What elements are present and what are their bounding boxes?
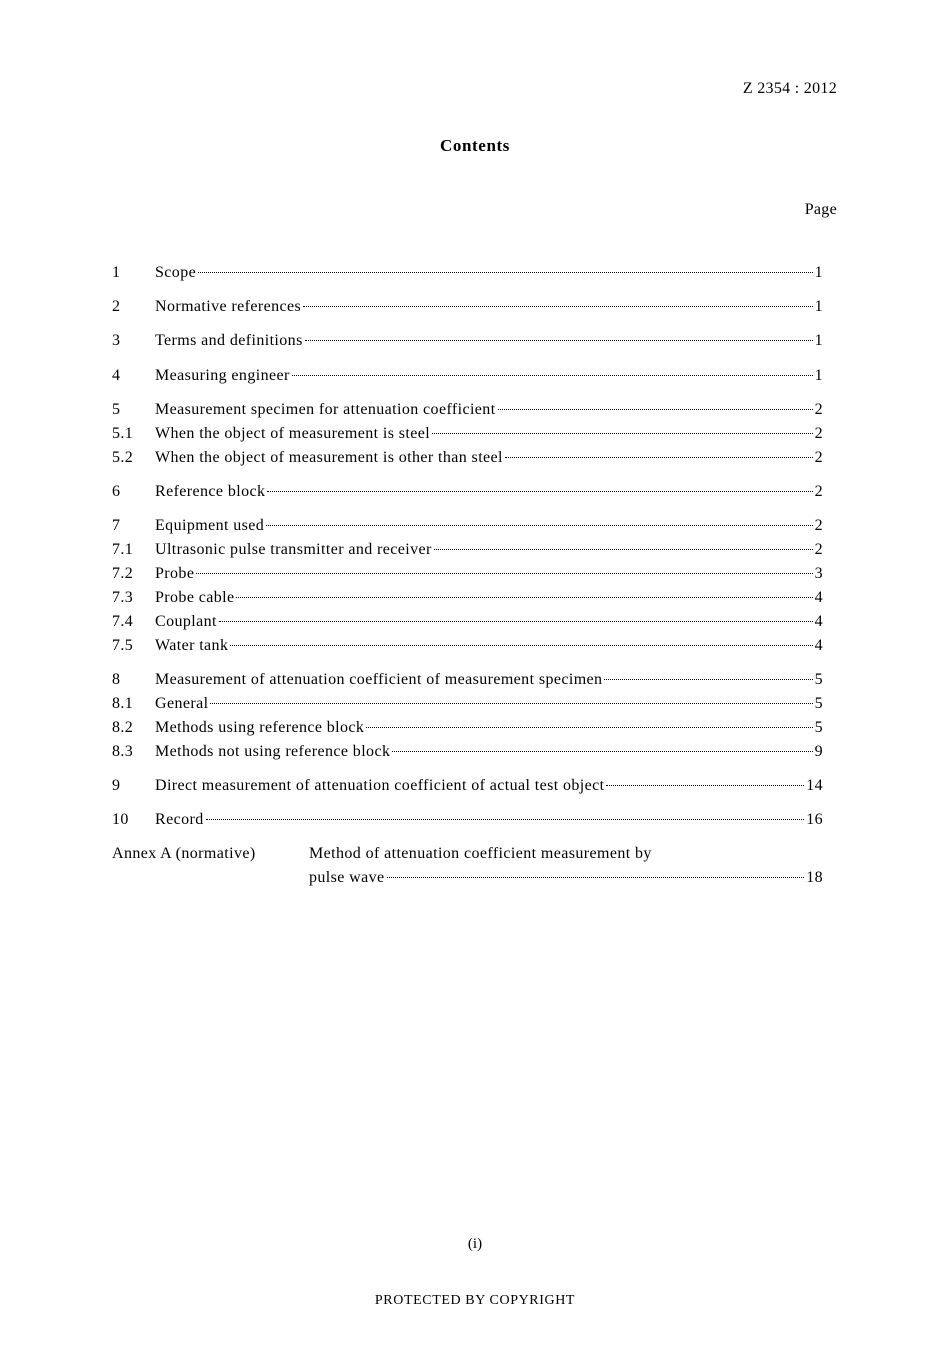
toc-entry-8-1[interactable] [112, 695, 823, 717]
toc-entry-5[interactable] [112, 401, 823, 423]
toc-entry-9[interactable] [112, 777, 823, 799]
toc-entry-number: 2 [112, 298, 121, 315]
toc-entry-title: When the object of measurement is steel [155, 425, 431, 442]
footer-copyright: PROTECTED BY COPYRIGHT [374, 1293, 576, 1308]
dot-leader [206, 819, 805, 820]
toc-entry-number: 10 [112, 811, 129, 828]
toc-entry-number: 5.2 [112, 449, 134, 466]
toc-entry-title: Scope [155, 264, 197, 281]
dot-leader [387, 877, 805, 878]
toc-entry-title: Probe [155, 565, 195, 582]
toc-entry-8-2[interactable] [112, 719, 823, 741]
toc-entry-title: Measurement specimen for attenuation coefficient [155, 401, 496, 418]
toc-entry-title: Equipment used [155, 517, 265, 534]
dot-leader [230, 645, 812, 646]
dot-leader [606, 785, 804, 786]
toc-entry-page: 2 [814, 541, 823, 558]
dot-leader [219, 621, 813, 622]
dot-leader [498, 409, 813, 410]
annex-label: Annex A (normative) [112, 845, 256, 862]
dot-leader [236, 597, 812, 598]
toc-entry-number: 9 [112, 777, 121, 794]
toc-entry-number: 8.2 [112, 719, 134, 736]
toc-entry-7-4[interactable] [112, 613, 823, 635]
toc-entry-5-2[interactable] [112, 449, 823, 471]
dot-leader [196, 573, 812, 574]
toc-entry-4[interactable] [112, 367, 823, 389]
toc-entry-page: 5 [814, 719, 823, 736]
toc-entry-7[interactable] [112, 517, 823, 539]
toc-entry-title: Measuring engineer [155, 367, 290, 384]
annex-page: 18 [806, 869, 823, 886]
toc-entry-page: 1 [814, 264, 823, 281]
annex-title-line1: Method of attenuation coefficient measurement by [309, 845, 652, 862]
toc-entry-8-3[interactable] [112, 743, 823, 765]
toc-entry-title: Record [155, 811, 204, 828]
toc-entry-number: 1 [112, 264, 121, 281]
footer-page-number: (i) [467, 1236, 483, 1252]
toc-entry-page: 1 [814, 298, 823, 315]
toc-entry-number: 7.1 [112, 541, 134, 558]
toc-entry-number: 8 [112, 671, 121, 688]
toc-entry-page: 1 [814, 367, 823, 384]
toc-entry-title: Probe cable [155, 589, 235, 606]
dot-leader [392, 751, 812, 752]
toc-entry-number: 6 [112, 483, 121, 500]
toc-entry-page: 1 [814, 332, 823, 349]
toc-entry-3[interactable] [112, 332, 823, 354]
dot-leader [292, 375, 813, 376]
dot-leader [267, 491, 812, 492]
dot-leader [604, 679, 812, 680]
toc-entry-7-1[interactable] [112, 541, 823, 563]
toc-entry-page: 14 [806, 777, 823, 794]
toc-entry-title: Measurement of attenuation coefficient of measurement specimen [155, 671, 603, 688]
annex-title-line2-row [309, 869, 823, 891]
toc-entry-title: When the object of measurement is other than steel [155, 449, 503, 466]
document-code: Z 2354 : 2012 [742, 80, 837, 97]
toc-entry-title: Normative references [155, 298, 302, 315]
toc-entry-page: 5 [814, 671, 823, 688]
toc-entry-page: 4 [814, 637, 823, 654]
toc-entry-number: 4 [112, 367, 121, 384]
toc-entry-number: 8.3 [112, 743, 134, 760]
toc-entry-page: 2 [814, 425, 823, 442]
toc-entry-number: 5 [112, 401, 121, 418]
page-column-header: Page [804, 201, 837, 218]
dot-leader [434, 549, 813, 550]
toc-entry-number: 7.4 [112, 613, 134, 630]
dot-leader [366, 727, 812, 728]
dot-leader [198, 272, 812, 273]
toc-entry-title: Couplant [155, 613, 217, 630]
toc-entry-number: 3 [112, 332, 121, 349]
toc-entry-6[interactable] [112, 483, 823, 505]
toc-entry-page: 2 [814, 449, 823, 466]
toc-entry-title: Ultrasonic pulse transmitter and receiver [155, 541, 432, 558]
dot-leader [303, 306, 812, 307]
toc-entry-number: 7.2 [112, 565, 134, 582]
toc-entry-7-3[interactable] [112, 589, 823, 611]
page-title: Contents [440, 136, 510, 155]
toc-entry-number: 5.1 [112, 425, 134, 442]
toc-entry-page: 2 [814, 483, 823, 500]
toc-entry-title: General [155, 695, 209, 712]
annex-title-line2: pulse wave [309, 869, 385, 886]
toc-entry-7-2[interactable] [112, 565, 823, 587]
toc-entry-number: 8.1 [112, 695, 134, 712]
dot-leader [505, 457, 813, 458]
toc-entry-title: Methods not using reference block [155, 743, 391, 760]
toc-entry-title: Terms and definitions [155, 332, 303, 349]
toc-entry-8[interactable] [112, 671, 823, 693]
toc-entry-page: 4 [814, 589, 823, 606]
toc-entry-page: 2 [814, 401, 823, 418]
dot-leader [432, 433, 813, 434]
dot-leader [305, 340, 813, 341]
toc-entry-page: 4 [814, 613, 823, 630]
toc-entry-title: Direct measurement of attenuation coefficient of actual test object [155, 777, 605, 794]
toc-entry-title: Methods using reference block [155, 719, 365, 736]
toc-entry-page: 9 [814, 743, 823, 760]
toc-entry-10[interactable] [112, 811, 823, 833]
toc-entry-page: 16 [806, 811, 823, 828]
dot-leader [266, 525, 812, 526]
toc-entry-title: Reference block [155, 483, 266, 500]
toc-entry-page: 2 [814, 517, 823, 534]
toc-entry-1[interactable] [112, 264, 823, 286]
toc-entry-number: 7 [112, 517, 121, 534]
dot-leader [210, 703, 812, 704]
toc-entry-2[interactable] [112, 298, 823, 320]
toc-entry-number: 7.5 [112, 637, 134, 654]
toc-entry-5-1[interactable] [112, 425, 823, 447]
toc-entry-page: 5 [814, 695, 823, 712]
toc-entry-7-5[interactable] [112, 637, 823, 659]
toc-entry-page: 3 [814, 565, 823, 582]
toc-entry-number: 7.3 [112, 589, 134, 606]
toc-entry-title: Water tank [155, 637, 229, 654]
toc-entry-annex-a[interactable] [112, 845, 823, 895]
